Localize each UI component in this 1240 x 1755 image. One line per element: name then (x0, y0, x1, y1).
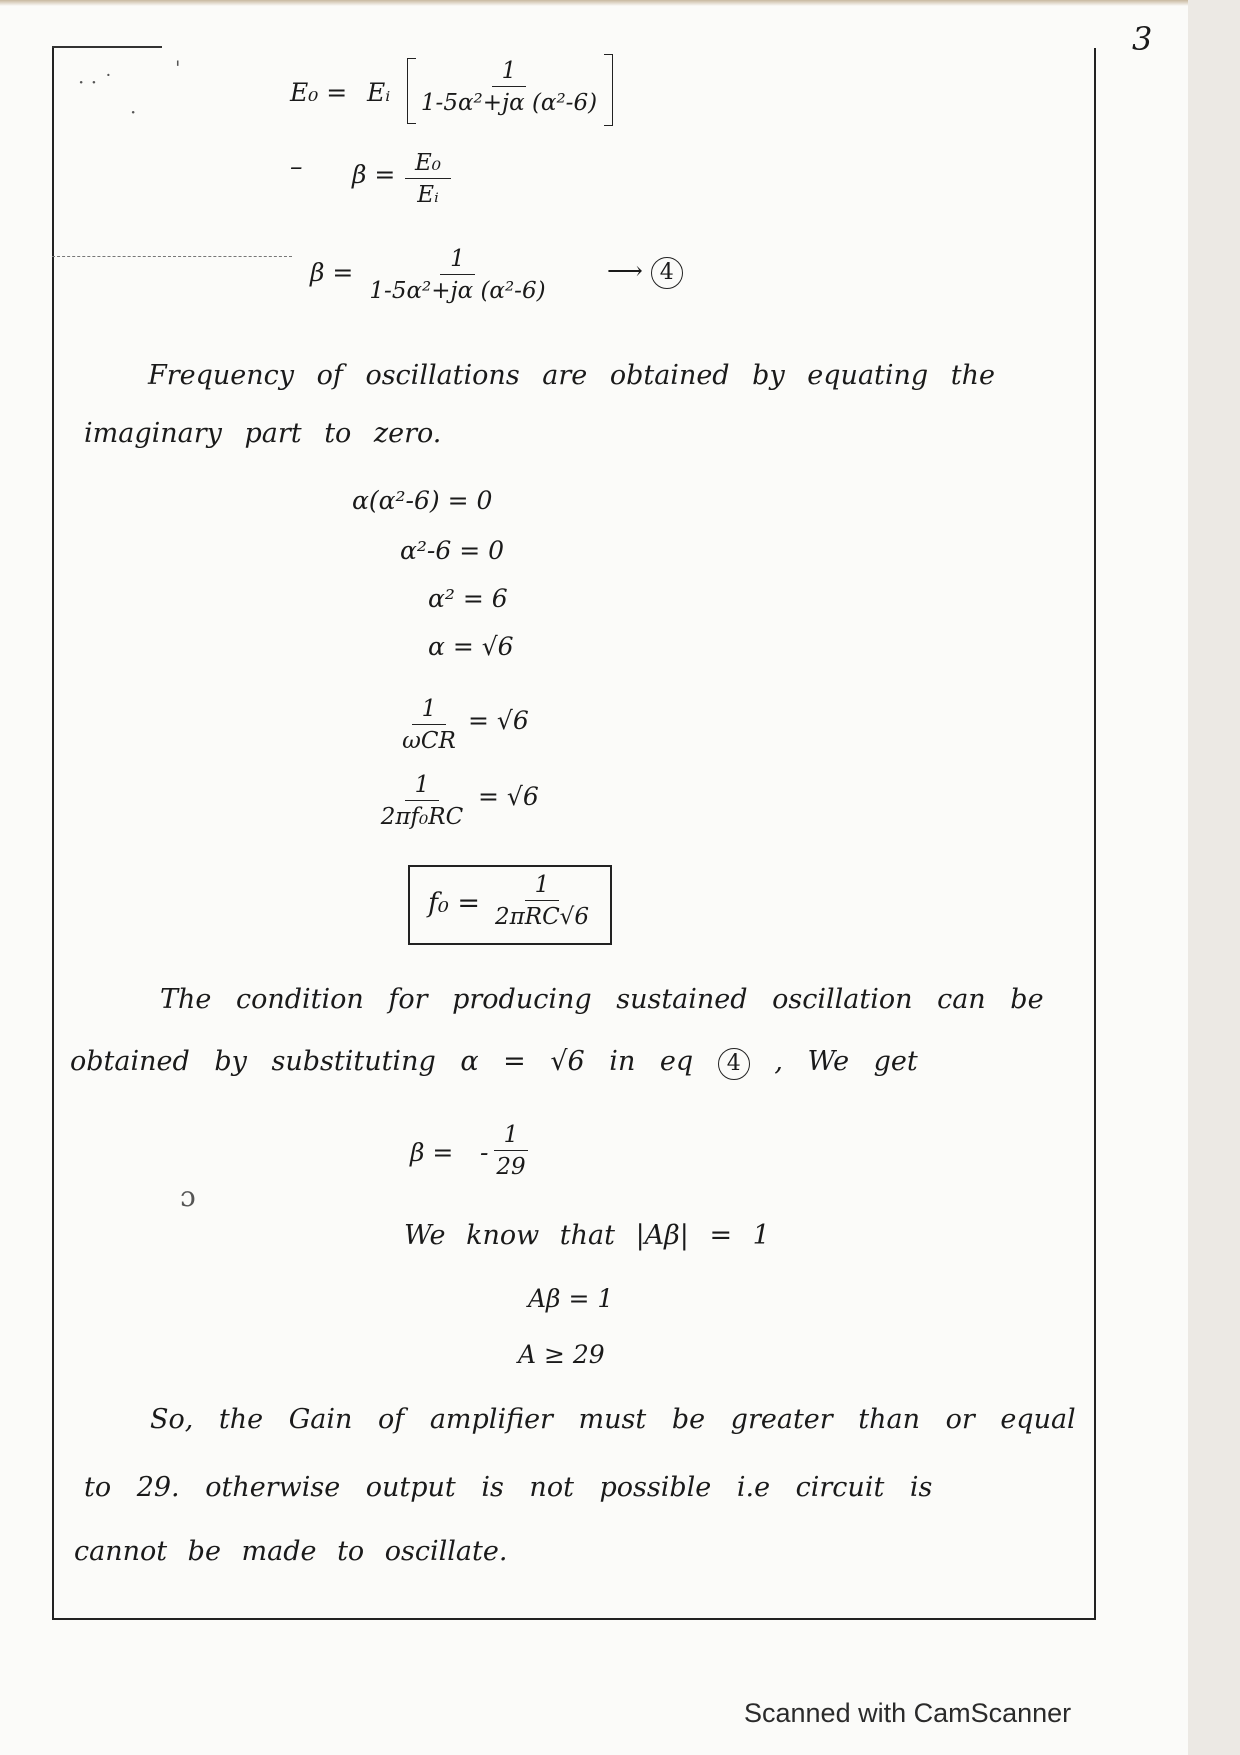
scan-margin (1188, 0, 1240, 1755)
para3-line1: So, the Gain of amplifier must be greater than or equal (150, 1404, 1076, 1435)
beta-result-den: 29 (496, 1154, 526, 1180)
beta-result-lhs: β = (410, 1138, 454, 1167)
step-2pif-num: 1 (405, 772, 440, 801)
eq-beta4-den: 1-5α²+jα (α²-6) (369, 278, 546, 304)
para3-line3: cannot be made to oscillate. (74, 1536, 508, 1567)
boxed-num: 1 (525, 872, 560, 901)
boxed-lhs: f₀ = (428, 888, 481, 919)
para1-line1: Frequency of oscillations are obtained by equating the (148, 360, 995, 391)
beta-result-sign: - (480, 1138, 489, 1167)
para3-line2: to 29. otherwise output is not possible i.e circuit is (84, 1472, 933, 1503)
speck: ' (175, 56, 181, 80)
step-2pif-rhs: = √6 (478, 782, 539, 811)
para2-line1: The condition for producing sustained oscillation can be (160, 984, 1044, 1015)
page-top-edge (0, 0, 1188, 6)
eq-eo-factor: Eᵢ (367, 78, 391, 107)
eq-eo-fraction (404, 58, 614, 116)
step-wcr-num: 1 (412, 696, 447, 725)
page-border-frame (52, 48, 1096, 1620)
step-2pif-fraction (372, 772, 472, 830)
faint-dashed-rule (52, 256, 292, 257)
boxed-den: 2πRC√6 (495, 904, 589, 930)
a-beta-eq: Aβ = 1 (528, 1284, 614, 1313)
camscanner-watermark: Scanned with CamScanner (744, 1698, 1072, 1728)
eq-beta4-fraction (365, 246, 550, 304)
eq-beta-ratio-lhs: β = (352, 160, 396, 189)
a-ge-29: A ≥ 29 (518, 1340, 605, 1369)
speck: ɔ (180, 1180, 196, 1213)
step-1: α(α²-6) = 0 (352, 486, 493, 515)
eq-beta4-arrow (607, 256, 683, 289)
para1-line2: imaginary part to zero. (84, 418, 442, 449)
eq-eo-lhs: E₀ = (290, 78, 348, 107)
boxed-fraction (486, 872, 598, 930)
step-3: α² = 6 (428, 584, 508, 613)
eq-beta-ratio-num: E₀ (405, 150, 451, 179)
step-wcr-fraction (396, 696, 462, 754)
page-number: 3 (1132, 20, 1153, 58)
para2-line2-post: , We get (774, 1046, 918, 1077)
eq-beta4-num: 1 (440, 246, 475, 275)
step-2pif-den: 2πf₀RC (380, 804, 464, 830)
step-wcr-rhs: = √6 (468, 706, 529, 735)
para2-line2 (70, 1048, 918, 1080)
eq-eo-num: 1 (492, 58, 527, 87)
arrow-icon: ⟶ (607, 256, 643, 285)
step-4: α = √6 (428, 632, 514, 661)
eq-beta-ratio-den: Eᵢ (417, 182, 439, 208)
speck: · (130, 100, 137, 124)
eq-beta4-lhs: β = (310, 258, 354, 287)
beta-result-fraction (490, 1122, 532, 1180)
speck: · · ˙ (78, 70, 114, 94)
step-wcr-den: ωCR (402, 728, 456, 754)
top-left-rule (52, 46, 162, 48)
dash-mark: – (290, 152, 303, 181)
eq-beta-ratio-fraction (404, 150, 452, 208)
para2-line2-pre: obtained by substituting α = √6 in eq (70, 1046, 694, 1077)
eq-eo-den: 1-5α²+jα (α²-6) (420, 90, 598, 116)
eq-label-4-circle-ref: 4 (718, 1048, 750, 1080)
step-2: α²-6 = 0 (400, 536, 505, 565)
we-know-that: We know that |Aβ| = 1 (404, 1220, 770, 1251)
beta-result-num: 1 (494, 1122, 529, 1151)
eq-label-4-circle: 4 (651, 257, 683, 289)
